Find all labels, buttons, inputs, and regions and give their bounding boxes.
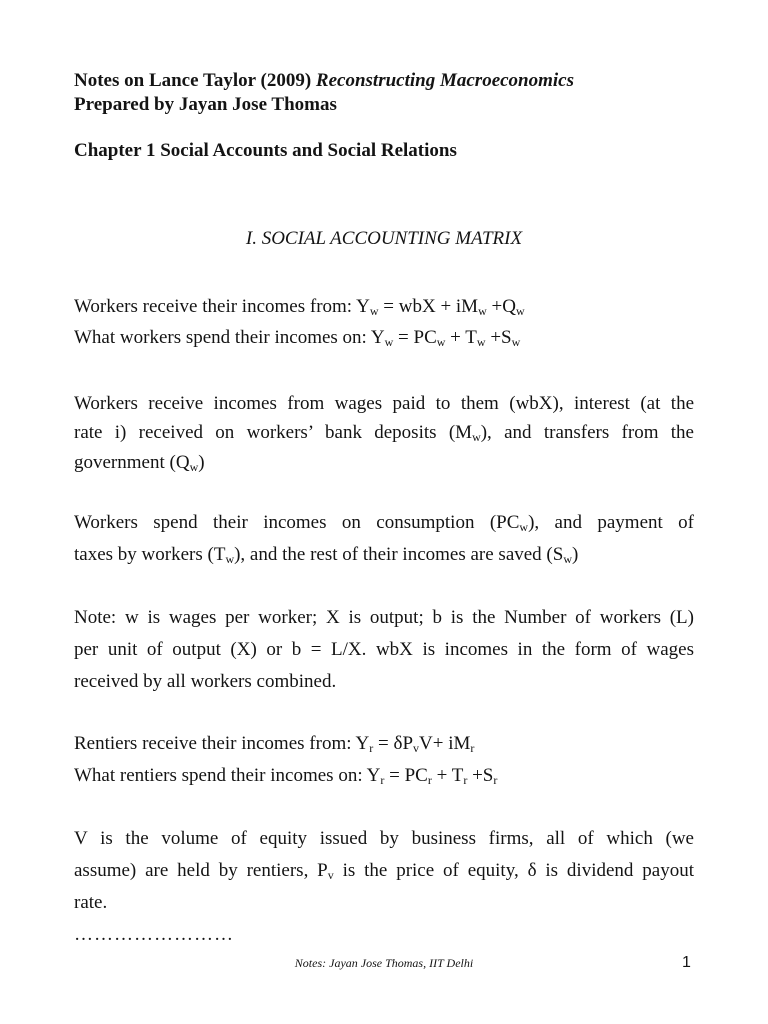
paragraph-workers-spend-line-1: Workers spend their incomes on consumption $(PC_w)$, and payment of (74, 512, 694, 534)
paragraph-workers-income-line-2: rate i) received on workers’ bank deposits $(M_w)$, and transfers from the (74, 422, 694, 444)
equation-workers-spend: What workers spend their incomes on: $Y_w = PC_w + T_w +S_w$ (74, 327, 521, 349)
header-line-1: Notes on Lance Taylor (2009) Reconstructing Macroeconomics (74, 70, 575, 91)
header-line-2: Prepared by Jayan Jose Thomas (74, 94, 337, 115)
ellipsis-divider: …………………… (74, 924, 234, 945)
paragraph-note-line-3: received by all workers combined. (74, 671, 337, 692)
paragraph-equity-line-3: rate. (74, 892, 108, 913)
paragraph-workers-income-line-3: government $(Q_w)$ (74, 452, 205, 474)
equation-workers-receive: Workers receive their incomes from: $Y_w$ = wbX + $iM_w +Q_w$ (74, 296, 525, 318)
chapter-title: Chapter 1 Social Accounts and Social Relations (74, 140, 457, 161)
paragraph-equity-line-1: V is the volume of equity issued by business firms, all of which (we (74, 828, 694, 849)
paragraph-equity-line-2: assume) are held by rentiers, $P_v$ is the price of equity, δ is dividend payout (74, 860, 694, 882)
section-title: I. SOCIAL ACCOUNTING MATRIX (245, 228, 523, 249)
equation-rentiers-receive: Rentiers receive their incomes from: $Y_r = \delta P_vV+ iM_r$ (74, 733, 475, 755)
footer-credit: Notes: Jayan Jose Thomas, IIT Delhi (294, 956, 474, 970)
paragraph-note-line-1: Note: w is wages per worker; X is output; b is the Number of workers (L) (74, 607, 694, 628)
page-number: 1 (682, 954, 691, 971)
paragraph-note-line-2: per unit of output (X) or b = L/X. wbX is incomes in the form of wages (74, 639, 694, 660)
equation-rentiers-spend: What rentiers spend their incomes on: $Y_r = PC_r + T_r +S_r$ (74, 765, 498, 787)
paragraph-workers-income-line-1: Workers receive incomes from wages paid to them (wbX), interest (at the (74, 393, 694, 414)
paragraph-workers-spend-line-2: taxes by workers $(T_w)$, and the rest of their incomes are saved $(S_w)$ (74, 544, 579, 566)
